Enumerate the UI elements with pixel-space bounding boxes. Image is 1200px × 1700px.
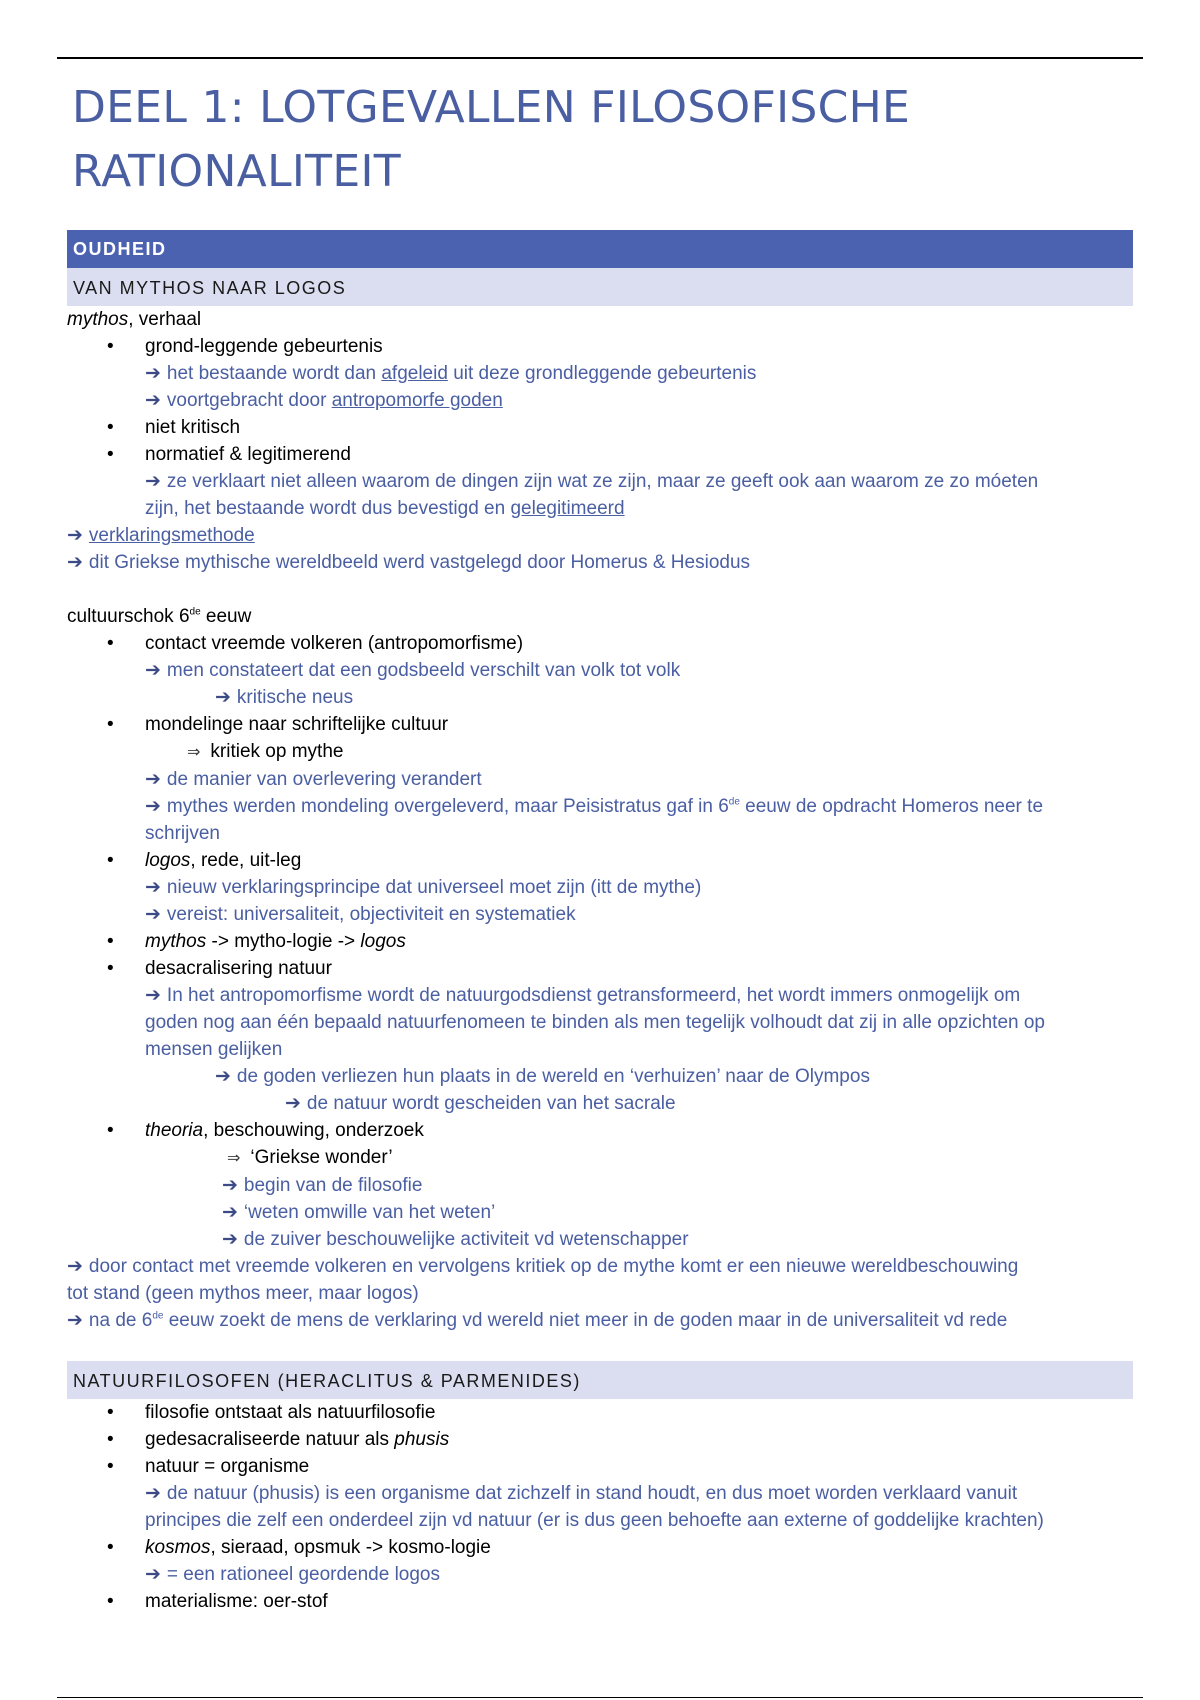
arrow-icon: ➔: [222, 1202, 238, 1223]
note-line: ➔ kritische neus: [215, 687, 354, 708]
note-line: ➔ ‘weten omwille van het weten’: [222, 1202, 496, 1223]
arrow-icon: ➔: [145, 877, 161, 898]
list-item: • mythos -> mytho-logie -> logos: [67, 928, 1133, 955]
top-rule: [57, 57, 1143, 59]
note-line: ➔ ze verklaart niet alleen waarom de dingen zijn wat ze zijn, maar ze geeft ook aan waarom ze zo móeten: [145, 471, 1039, 492]
arrow-icon: ➔: [215, 687, 231, 708]
conclusion-line: ➔ door contact met vreemde volkeren en vervolgens kritiek op de mythe komt er een nieuwe wereldbeschouwing: [67, 1256, 1019, 1277]
bottom-rule: [57, 1697, 1143, 1698]
list-item: • contact vreemde volkeren (antropomorfisme): [67, 630, 1133, 657]
list-item: • natuur = organisme: [67, 1453, 1133, 1480]
implies-icon: ⇒: [227, 1150, 241, 1167]
note-line: ➔ het bestaande wordt dan afgeleid uit deze grondleggende gebeurtenis: [145, 363, 757, 384]
note-line: ➔ = een rationeel geordende logos: [145, 1564, 441, 1585]
arrow-icon: ➔: [67, 1256, 83, 1277]
list-item: • mondelinge naar schriftelijke cultuur: [67, 711, 1133, 738]
arrow-icon: ➔: [285, 1093, 301, 1114]
content: [67, 230, 1133, 1615]
implies-icon: ⇒: [187, 744, 201, 761]
note-line: ➔ de zuiver beschouwelijke activiteit vd wetenschapper: [222, 1229, 689, 1250]
note-line: ➔ de manier van overlevering verandert: [145, 769, 482, 790]
list-item: • theoria, beschouwing, onderzoek: [67, 1117, 1133, 1144]
mythos-intro: mythos, verhaal: [67, 309, 202, 330]
arrow-icon: ➔: [145, 471, 161, 492]
note-line: ➔ voortgebracht door antropomorfe goden: [145, 390, 503, 411]
section-natuurfilosofen: NATUURFILOSOFEN (HERACLITUS & PARMENIDES): [67, 1361, 1133, 1399]
arrow-icon: ➔: [145, 1483, 161, 1504]
arrow-icon: ➔: [145, 1564, 161, 1585]
note-line: schrijven: [145, 823, 220, 844]
list-item: • grond-leggende gebeurtenis: [67, 333, 1133, 360]
list-item: • niet kritisch: [67, 414, 1133, 441]
arrow-icon: ➔: [67, 552, 83, 573]
note-line: ➔ men constateert dat een godsbeeld verschilt van volk tot volk: [145, 660, 681, 681]
conclusion-line: ➔ na de 6de eeuw zoekt de mens de verklaring vd wereld niet meer in de goden maar in de universaliteit vd rede: [67, 1310, 1008, 1331]
note-line: ➔ de natuur (phusis) is een organisme dat zichzelf in stand houdt, en dus moet worden verklaard vanuit: [145, 1483, 1018, 1504]
note-line: mensen gelijken: [145, 1039, 283, 1060]
shock-title: cultuurschok 6de eeuw: [67, 606, 252, 627]
note-line: ➔ In het antropomorfisme wordt de natuurgodsdienst getransformeerd, het wordt immers onmogelijk om: [145, 985, 1021, 1006]
arrow-icon: ➔: [145, 769, 161, 790]
arrow-icon: ➔: [222, 1175, 238, 1196]
arrow-icon: ➔: [145, 390, 161, 411]
note-line: ➔ nieuw verklaringsprincipe dat universeel moet zijn (itt de mythe): [145, 877, 702, 898]
list-item: • materialisme: oer-stof: [67, 1588, 1133, 1615]
arrow-icon: ➔: [67, 525, 83, 546]
implication-line: ⇒ kritiek op mythe: [187, 741, 344, 762]
conclusion-line: ➔ verklaringsmethode: [67, 525, 255, 546]
note-line: principes die zelf een onderdeel zijn vd natuur (er is dus geen behoefte aan externe of goddelijke krachten): [145, 1510, 1044, 1531]
note-line: ➔ mythes werden mondeling overgeleverd, maar Peisistratus gaf in 6de eeuw de opdracht Homeros neer te: [145, 796, 1044, 817]
implication-line: ⇒ ‘Griekse wonder’: [227, 1147, 393, 1168]
arrow-icon: ➔: [145, 985, 161, 1006]
arrow-icon: ➔: [145, 904, 161, 925]
arrow-icon: ➔: [145, 363, 161, 384]
section-oudheid: OUDHEID: [67, 230, 1133, 268]
arrow-icon: ➔: [215, 1066, 231, 1087]
note-line: zijn, het bestaande wordt dus bevestigd en gelegitimeerd: [145, 498, 625, 519]
note-line: goden nog aan één bepaald natuurfenomeen te binden als men tegelijk volhoudt dat zij in alle opzichten op: [145, 1012, 1045, 1033]
list-item: • filosofie ontstaat als natuurfilosofie: [67, 1399, 1133, 1426]
arrow-icon: ➔: [145, 796, 161, 817]
section-mythos-logos: VAN MYTHOS NAAR LOGOS: [67, 268, 1133, 306]
page-title: DEEL 1: LOTGEVALLEN FILOSOFISCHE RATIONALITEIT: [72, 82, 911, 197]
arrow-icon: ➔: [67, 1310, 83, 1331]
arrow-icon: ➔: [222, 1229, 238, 1250]
list-item: • kosmos, sieraad, opsmuk -> kosmo-logie: [67, 1534, 1133, 1561]
conclusion-line: tot stand (geen mythos meer, maar logos): [67, 1283, 419, 1304]
list-item: • logos, rede, uit-leg: [67, 847, 1133, 874]
arrow-icon: ➔: [145, 660, 161, 681]
list-item: • normatief & legitimerend: [67, 441, 1133, 468]
conclusion-line: ➔ dit Griekse mythische wereldbeeld werd vastgelegd door Homerus & Hesiodus: [67, 552, 751, 573]
list-item: • gedesacraliseerde natuur als phusis: [67, 1426, 1133, 1453]
list-item: • desacralisering natuur: [67, 955, 1133, 982]
note-line: ➔ begin van de filosofie: [222, 1175, 423, 1196]
note-line: ➔ de natuur wordt gescheiden van het sacrale: [285, 1093, 676, 1114]
note-line: ➔ de goden verliezen hun plaats in de wereld en ‘verhuizen’ naar de Olympos: [215, 1066, 870, 1087]
note-line: ➔ vereist: universaliteit, objectiviteit en systematiek: [145, 904, 576, 925]
